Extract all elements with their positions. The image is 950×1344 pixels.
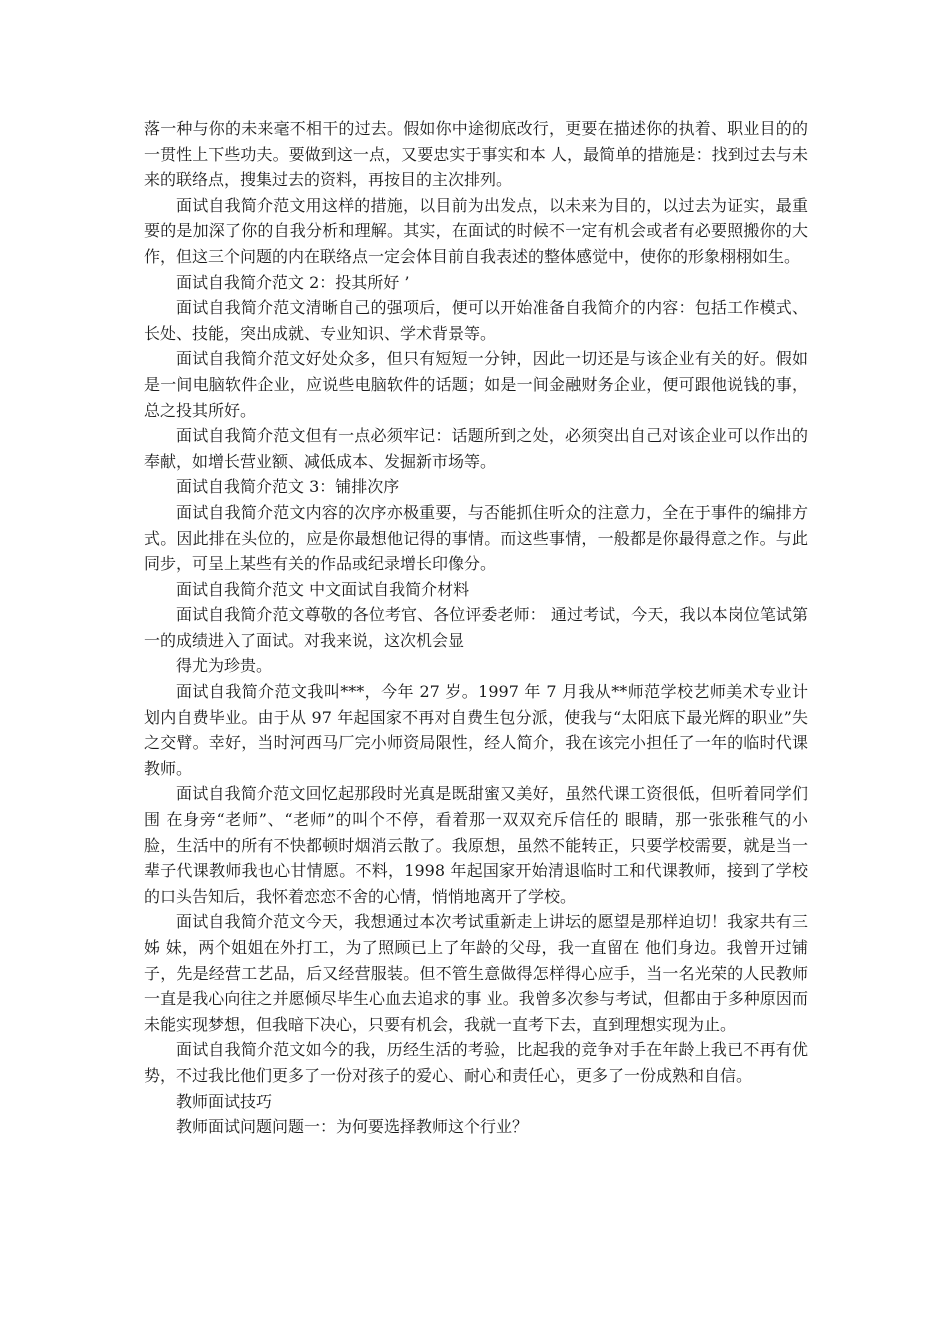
- paragraph: 教师面试问题问题一：为何要选择教师这个行业？: [176, 1117, 529, 1137]
- paragraph: 面试自我简介范文今天，我想通过本次考试重新走上讲坛的愿望是那样迫切！我家共有三姊 妹，两个姐姐在外打工，为了照顾已上了年龄的父母，我一直留在 他们身边。我曾开过铺子，先是经营工艺品，后又经营服装。但不管生意做得怎样得心应手，当一名光荣的人民教师一直是我心向往之并愿倾尽毕生心血去追求的事 业。我曾多次参与考试，但都由于多种原因而未能实现梦想，但我暗下决心，只要有机会，我就一直考下去，直到理想实现为止。: [144, 912, 808, 1034]
- document-body: [144, 116, 808, 1140]
- section-heading: 教师面试技巧: [176, 1091, 273, 1111]
- paragraph: 面试自我简介范文我叫***，今年 27 岁。1997 年 7 月我从**师范学校艺师美术专业计划内自费毕业。由于从 97 年起国家不再对自费生包分派，使我与“太阳底下最光辉的职业”失之交臂。幸好，当时河西马厂完小师资局限性，经人简介，我在该完小担任了一年的临时代课教师。: [144, 682, 808, 778]
- paragraph: 面试自我简介范文清晰自己的强项后，便可以开始准备自我简介的内容：包括工作模式、长处、技能，突出成就、专业知识、学术背景等。: [144, 298, 808, 343]
- paragraph-continuation: 落一种与你的未来毫不相干的过去。假如你中途彻底改行，更要在描述你的执着、职业目的的一贯性上下些功夫。要做到这一点，又要忠实于事实和本 人，最简单的措施是：找到过去与未来的联络点，搜集过去的资料，再按目的主次排列。: [144, 119, 808, 190]
- paragraph: 面试自我简介范文内容的次序亦极重要，与否能抓住听众的注意力，全在于事件的编排方式。因此排在头位的，应是你最想他记得的事情。而这些事情，一般都是你最得意之作。与此同步，可呈上某些有关的作品或纪录增长印像分。: [144, 502, 808, 574]
- section-heading: 面试自我简介范文 3：铺排次序: [176, 477, 400, 497]
- paragraph: 面试自我简介范文但有一点必须牢记：话题所到之处，必须突出自己对该企业可以作出的奉献，如增长营业额、减低成本、发掘新市场等。: [144, 426, 808, 471]
- paragraph: 得尤为珍贵。: [176, 656, 273, 676]
- paragraph: 面试自我简介范文好处众多，但只有短短一分钟，因此一切还是与该企业有关的好。假如是一间电脑软件企业，应说些电脑软件的话题；如是一间金融财务企业，便可跟他说钱的事，总之投其所好。: [144, 349, 808, 420]
- paragraph: 面试自我简介范文尊敬的各位考官、各位评委老师： 通过考试，今天，我以本岗位笔试第一的成绩进入了面试。对我来说，这次机会显: [144, 605, 808, 650]
- section-heading: 面试自我简介范文 中文面试自我简介材料: [176, 579, 470, 599]
- paragraph: 面试自我简介范文如今的我，历经生活的考验，比起我的竞争对手在年龄上我已不再有优势，不过我比他们更多了一份对孩子的爱心、耐心和责任心，更多了一份成熟和自信。: [144, 1040, 808, 1085]
- paragraph: 面试自我简介范文用这样的措施，以目前为出发点，以未来为目的，以过去为证实，最重要的是加深了你的自我分析和理解。其实，在面试的时候不一定有机会或者有必要照搬你的大作，但这三个问题的内在联络点一定会体目前自我表述的整体感觉中，使你的形象栩栩如生。: [144, 195, 808, 266]
- paragraph: 面试自我简介范文回忆起那段时光真是既甜蜜又美好，虽然代课工资很低，但听着同学们围 在身旁“老师”、“老师”的叫个不停，看着那一双双充斥信任的 眼睛，那一张张稚气的小脸，生活中的所有不快都顿时烟消云散了。我原想，虽然不能转正，只要学校需要，就是当一辈子代课教师我也心甘情愿。不料，1998 年起国家开始清退临时工和代课教师，接到了学校的口头告知后，我怀着恋恋不舍的心情，悄悄地离开了学校。: [144, 784, 808, 906]
- section-heading: 面试自我简介范文 2：投其所好 ’: [176, 272, 410, 292]
